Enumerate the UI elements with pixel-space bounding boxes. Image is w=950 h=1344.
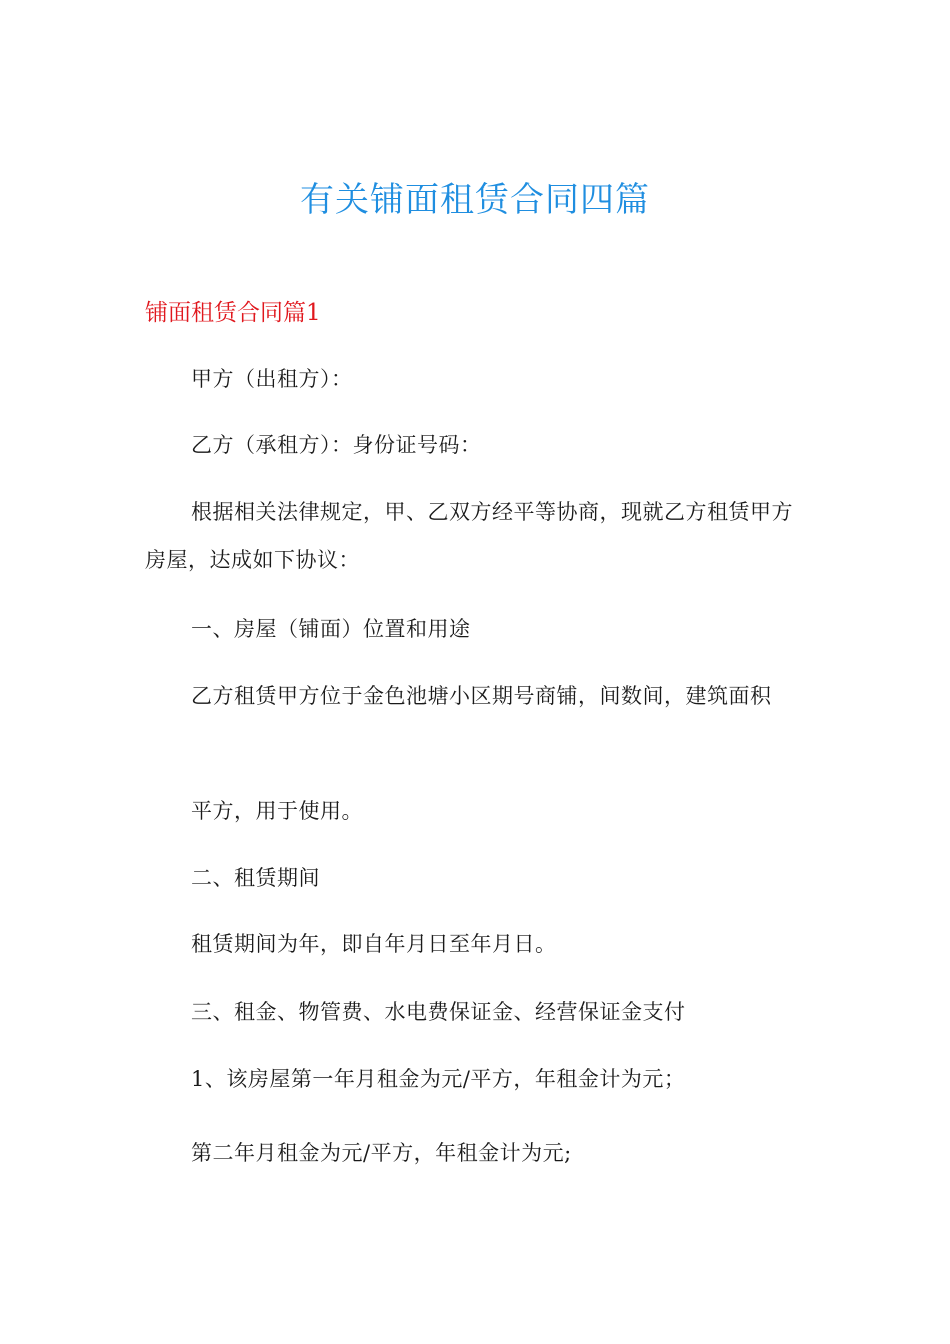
paragraph-clause-2-heading	[145, 863, 805, 893]
paragraph-text: 二、租赁期间	[191, 866, 320, 890]
paragraph-clause-1-heading	[145, 614, 805, 644]
paragraph-text: 1、该房屋第一年月租金为元/平方，年租金计为元；	[191, 1067, 686, 1091]
paragraph-preamble	[145, 488, 805, 584]
section-heading: 铺面租赁合同篇1	[145, 300, 321, 326]
paragraph-text: 乙方租赁甲方位于金色池塘小区期号商铺，间数间，建筑面积	[191, 684, 772, 708]
paragraph-text: 三、租金、物管费、水电费保证金、经营保证金支付	[191, 1000, 686, 1024]
paragraph-text: 第二年月租金为元/平方，年租金计为元;	[191, 1141, 572, 1165]
paragraph-text: 平方，用于使用。	[191, 799, 363, 823]
paragraph-text: 甲方（出租方）：	[191, 367, 353, 391]
paragraph-clause-2-body	[145, 929, 805, 959]
paragraph-clause-3-item-1	[145, 1064, 805, 1094]
paragraph-text: 乙方（承租方）：身份证号码：	[191, 433, 482, 457]
paragraph-text: 根据相关法律规定，甲、乙双方经平等协商，现就乙方租赁甲方房屋，达成如下协议：	[145, 500, 793, 572]
paragraph-clause-3-heading	[145, 997, 805, 1027]
paragraph-party-b	[145, 430, 805, 460]
paragraph-text: 一、房屋（铺面）位置和用途	[191, 617, 471, 641]
paragraph-clause-3-item-1-cont	[145, 1138, 805, 1168]
paragraph-clause-1-body-cont	[145, 796, 805, 826]
document-title: 有关铺面租赁合同四篇	[300, 180, 650, 220]
paragraph-clause-1-body	[145, 672, 805, 720]
paragraph-text: 租赁期间为年，即自年月日至年月日。	[191, 932, 557, 956]
paragraph-party-a	[145, 364, 805, 394]
